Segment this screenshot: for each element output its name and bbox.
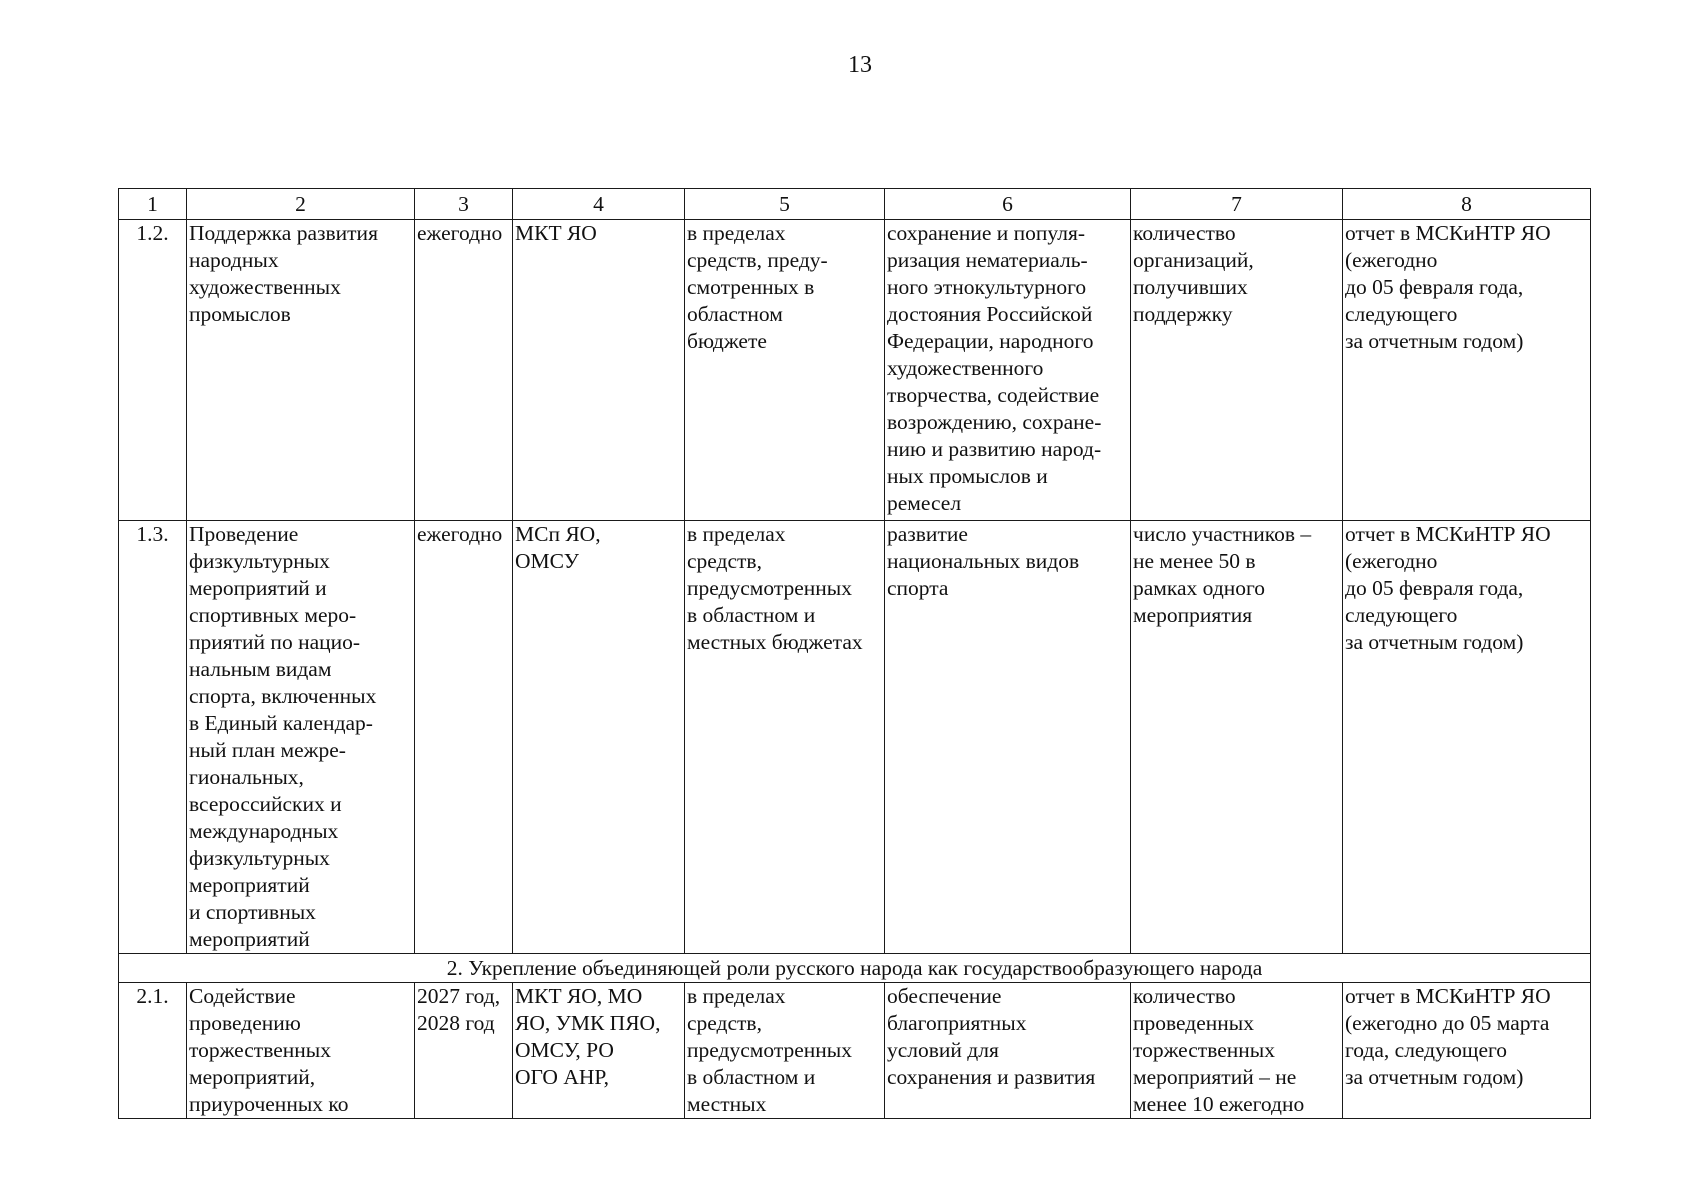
column-header: 6 (885, 189, 1131, 220)
item-period: ежегодно (415, 220, 513, 521)
item-number: 1.3. (119, 521, 187, 954)
item-indicator: число участников – не менее 50 в рамках одного мероприятия (1131, 521, 1343, 954)
column-header: 7 (1131, 189, 1343, 220)
column-header: 1 (119, 189, 187, 220)
column-header: 8 (1343, 189, 1591, 220)
item-name: Поддержка развития народных художественных промыслов (187, 220, 415, 521)
item-funding: в пределах средств, предусмотренных в областном и местных бюджетах (685, 521, 885, 954)
column-header: 3 (415, 189, 513, 220)
item-period: 2027 год, 2028 год (415, 983, 513, 1119)
column-header: 5 (685, 189, 885, 220)
column-number-row (119, 189, 1591, 220)
column-header: 4 (513, 189, 685, 220)
item-indicator: количество проведенных торжественных мероприятий – не менее 10 ежегодно (1131, 983, 1343, 1119)
item-report: отчет в МСКиНТР ЯО (ежегодно до 05 февраля года, следующего за отчетным годом) (1343, 220, 1591, 521)
item-result: обеспечение благоприятных условий для сохранения и развития (885, 983, 1131, 1119)
table-row (119, 983, 1591, 1119)
item-name: Проведение физкультурных мероприятий и спортивных меро- приятий по нацио- нальным видам спорта, включенных в Единый календар- ный план межре- гиональных, всероссийских и международных физкультурных мероприятий и спортивных мероприятий (187, 521, 415, 954)
plan-table (118, 188, 1591, 1119)
page-number: 13 (848, 52, 872, 78)
table-row (119, 521, 1591, 954)
item-executor: МКТ ЯО (513, 220, 685, 521)
item-report: отчет в МСКиНТР ЯО (ежегодно до 05 марта года, следующего за отчетным годом) (1343, 983, 1591, 1119)
item-indicator: количество организаций, получивших поддержку (1131, 220, 1343, 521)
item-result: развитие национальных видов спорта (885, 521, 1131, 954)
item-executor: МКТ ЯО, МО ЯО, УМК ПЯО, ОМСУ, РО ОГО АНР, (513, 983, 685, 1119)
item-name: Содействие проведению торжественных мероприятий, приуроченных ко (187, 983, 415, 1119)
section-title: 2. Укрепление объединяющей роли русского народа как государствообразующего народа (119, 954, 1591, 983)
item-result: сохранение и популя- ризация нематериаль- ного этнокультурного достояния Российской Федерации, народного художественного творчества, содействие возрождению, сохране- нию и развитию народ- ных промыслов и ремесел (885, 220, 1131, 521)
item-executor: МСп ЯО, ОМСУ (513, 521, 685, 954)
section-row (119, 954, 1591, 983)
item-report: отчет в МСКиНТР ЯО (ежегодно до 05 февраля года, следующего за отчетным годом) (1343, 521, 1591, 954)
item-period: ежегодно (415, 521, 513, 954)
table-row (119, 220, 1591, 521)
column-header: 2 (187, 189, 415, 220)
item-funding: в пределах средств, предусмотренных в областном и местных (685, 983, 885, 1119)
item-number: 1.2. (119, 220, 187, 521)
item-funding: в пределах средств, преду- смотренных в областном бюджете (685, 220, 885, 521)
item-number: 2.1. (119, 983, 187, 1119)
